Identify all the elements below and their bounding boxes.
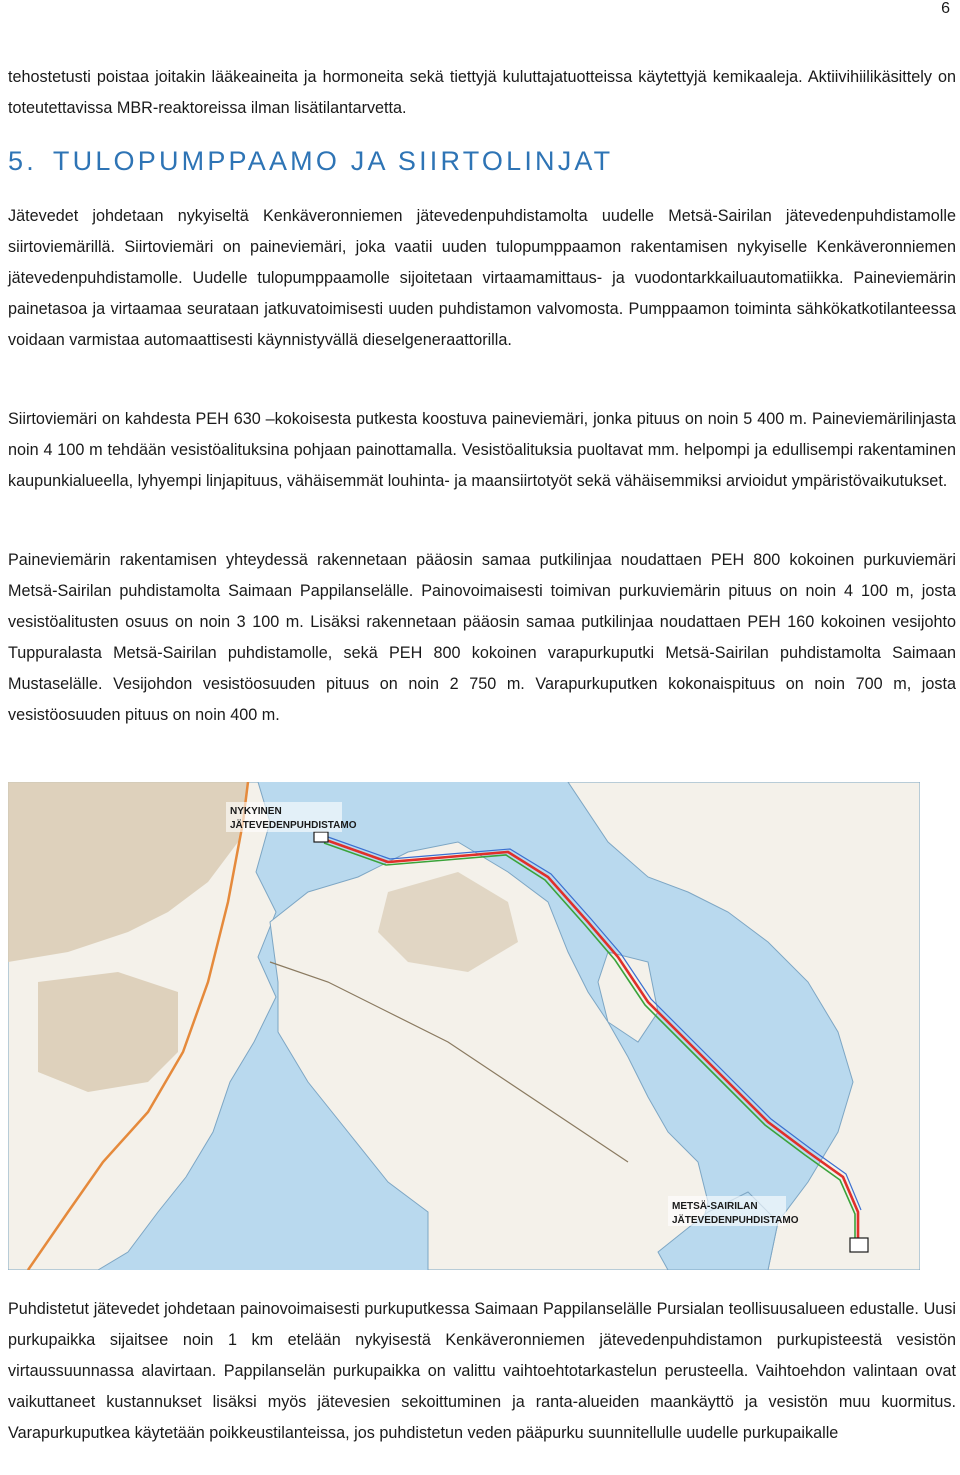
section-heading (8, 146, 613, 177)
intro-paragraph: tehostetusti poistaa joitakin lääkeaineita ja hormoneita sekä tiettyjä kuluttajatuotteissa käytettyjä kemikaaleja. Aktiivihiilikäsittely on toteutettavissa MBR-reaktoreissa ilman lisätilantarvetta. (8, 68, 956, 117)
paragraph-discharge-sewer: Paineviemärin rakentamisen yhteydessä rakennetaan pääosin samaa putkilinjaa noudattaen PEH 800 kokoinen purkuviemäri Metsä-Sairilan puhdistamolta Saimaan Pappilanselälle. Painovoimaisesti toimivan purkuviemärin pituus on noin 4 100 m, josta vesistöalitusten osuus on noin 3 100 m. Lisäksi rakennetaan pääosin samaa putkilinjaa noudattaen PEH 160 kokoinen vesijohto Tuppuralasta Metsä-Sairilan puhdistamolle, sekä PEH 800 kokoinen varapurkuputki Metsä-Sairilan puhdistamolta Saimaan Mustaselälle. Vesijohdon vesistöosuuden pituus on noin 2 750 m. Varapurkuputken kokonaispituus on noin 700 m, josta vesistöosuuden pituus on noin 400 m. (8, 551, 956, 724)
map-label-new-2: JÄTEVEDENPUHDISTAMO (672, 1215, 799, 1226)
existing-plant-marker (314, 832, 328, 842)
map-label-existing-2: JÄTEVEDENPUHDISTAMO (230, 820, 357, 831)
section-title: TULOPUMPPAAMO JA SIIRTOLINJAT (52, 146, 614, 176)
new-plant-marker (850, 1238, 868, 1252)
map-label-existing-1: NYKYINEN (230, 806, 282, 817)
page-number: 6 (941, 0, 950, 17)
route-map (8, 782, 920, 1270)
paragraph-transfer-sewer: Jätevedet johdetaan nykyiseltä Kenkäveronniemen jätevedenpuhdistamolta uudelle Metsä-Sairilan jätevedenpuhdistamolle siirtoviemärillä. Siirtoviemäri on paineviemäri, joka vaatii uuden tulopumppaamon rakentamisen nykyiselle Kenkäveronniemen jätevedenpuhdistamolle. Uudelle tulopumppaamolle sijoitetaan virtaamamittaus- ja vuodontarkkailuautomatiikka. Paineviemärin painetasoa ja virtaamaa seurataan jatkuvatoimisesti uuden puhdistamon valvomosta. Pumppaamon toiminta sähkökatkotilanteessa voidaan varmistaa automaattisesti käynnistyvällä dieselgeneraattorilla. (8, 207, 956, 349)
paragraph-discharge-location: Puhdistetut jätevedet johdetaan painovoimaisesti purkuputkessa Saimaan Pappilanselälle Pursialan teollisuusalueen edustalle. Uusi purkupaikka sijaitsee noin 1 km etelään nykyisestä Kenkäveronniemen jätevedenpuhdistamon purkupisteestä vesistön virtaussuunnassa alavirtaan. Pappilanselän purkupaikka on valittu vaihtoehtotarkastelun perusteella. Vaihtoehdon valintaan ovat vaikuttaneet kustannukset lisäksi myös jätevesien sekoittuminen ja ranta-alueiden maankäyttö ja vesistön muu kuormitus. Varapurkuputkea käytetään poikkeustilanteissa, jos puhdistetun veden pääpurku suunnitellulle uudelle purkupaikalle (8, 1300, 956, 1442)
paragraph-pressure-sewer: Siirtoviemäri on kahdesta PEH 630 –kokoisesta putkesta koostuva paineviemäri, jonka pituus on noin 5 400 m. Paineviemärilinjasta noin 4 100 m tehdään vesistöalituksina pohjaan painottamalla. Vesistöalituksia puoltavat mm. helpompi ja edullisempi rakentaminen kaupunkialueella, lyhyempi linjapituus, vähäisemmät louhinta- ja maansiirtotyöt sekä vähäisemmiksi arvioidut ympäristövaikutukset. (8, 410, 956, 490)
section-number: 5. (8, 146, 37, 176)
map-label-new-1: METSÄ-SAIRILAN (672, 1201, 758, 1212)
